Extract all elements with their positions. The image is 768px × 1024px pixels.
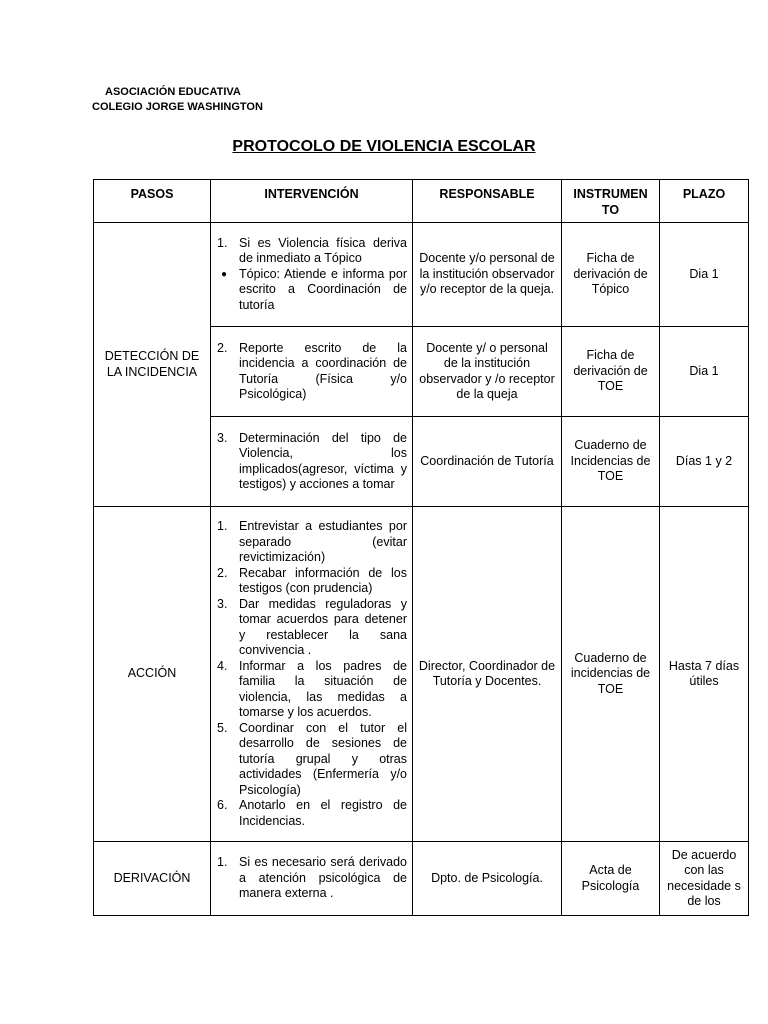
list-item [217,431,407,493]
org-name-line1: ASOCIACIÓN EDUCATIVA [105,86,241,98]
item-marker: 3. [217,430,228,445]
intervention-cell [211,417,413,507]
responsible-cell: Dpto. de Psicología. [413,842,562,916]
item-text: Recabar información de los testigos (con prudencia) [239,565,407,595]
item-text: Dar medidas reguladoras y tomar acuerdos para detener y restablecer la sana convivencia . [239,596,407,657]
table-row [94,842,749,916]
instrument-cell: Ficha de derivación de Tópico [562,223,660,327]
column-header: RESPONSABLE [413,180,562,223]
item-text: Anotarlo en el registro de Incidencias. [239,798,407,828]
item-text: Determinación del tipo de Violencia, los implicados(agresor, víctima y testigos) y acciones a tomar [239,430,407,491]
item-marker: 6. [217,798,228,812]
column-header: PASOS [94,180,211,223]
item-text: Tópico: Atiende e informa por escrito a Coordinación de tutoría [239,266,407,312]
step-cell: DERIVACIÓN [94,842,211,916]
item-marker: 2. [217,340,228,355]
table-row [94,223,749,327]
deadline-cell: Hasta 7 días útiles [660,507,749,842]
item-text: Informar a los padres de familia la situación de violencia, las medidas a tomarse y los acuerdos. [239,658,407,719]
deadline-cell: Días 1 y 2 [660,417,749,507]
item-text: Entrevistar a estudiantes por separado (evitar revictimización) [239,519,407,564]
item-marker: 1. [217,235,228,250]
item-marker: 1. [217,855,228,870]
intervention-cell [211,327,413,417]
protocol-table [93,179,749,916]
instrument-cell: Cuaderno de Incidencias de TOE [562,417,660,507]
responsible-cell: Docente y/ o personal de la institución observador y /o receptor de la queja [413,327,562,417]
list-item [217,566,407,597]
deadline-cell: Dia 1 [660,223,749,327]
item-marker: 2. [217,565,228,580]
document-title: PROTOCOLO DE VIOLENCIA ESCOLAR [232,138,536,155]
list-item [217,721,407,799]
intervention-cell [211,507,413,842]
item-text: Si es necesario será derivado a atención psicológica de manera externa . [239,855,407,901]
table-row [94,507,749,842]
intervention-cell [211,842,413,916]
list-item [217,341,407,403]
responsible-cell: Docente y/o personal de la institución observador y/o receptor de la queja. [413,223,562,327]
list-item [217,659,407,721]
instrument-cell: Acta de Psicología [562,842,660,916]
item-text: Reporte escrito de la incidencia a coordinación de Tutoría (Física y/o Psicológica) [239,340,407,401]
item-marker: 4. [217,658,228,673]
step-cell: ACCIÓN [94,507,211,842]
table-header-row [94,180,749,223]
bullet-icon: ● [221,268,228,280]
org-name-line2: COLEGIO JORGE WASHINGTON [92,101,263,113]
instrument-cell: Cuaderno de incidencias de TOE [562,507,660,842]
responsible-cell: Director, Coordinador de Tutoría y Docentes. [413,507,562,842]
item-text: Coordinar con el tutor el desarrollo de sesiones de tutoría grupal y otras actividades (Enfermería y/o Psicología) [239,720,407,797]
step-cell: DETECCIÓN DE LA INCIDENCIA [94,223,211,507]
instrument-cell: Ficha de derivación de TOE [562,327,660,417]
list-item [217,519,407,566]
deadline-cell: De acuerdo con las necesidade s de los [660,842,749,916]
list-item [217,798,407,829]
column-header: PLAZO [660,180,749,223]
list-item [217,855,407,902]
item-text: Si es Violencia física deriva de inmediato a Tópico [239,235,407,266]
deadline-cell: Dia 1 [660,327,749,417]
list-item [217,236,407,267]
responsible-cell: Coordinación de Tutoría [413,417,562,507]
list-item [217,597,407,659]
item-marker: 5. [217,720,228,735]
list-item [217,267,407,314]
item-marker: 3. [217,596,228,611]
item-marker: 1. [217,519,228,533]
column-header: INTERVENCIÓN [211,180,413,223]
column-header: INSTRUMEN TO [562,180,660,223]
intervention-cell [211,223,413,327]
